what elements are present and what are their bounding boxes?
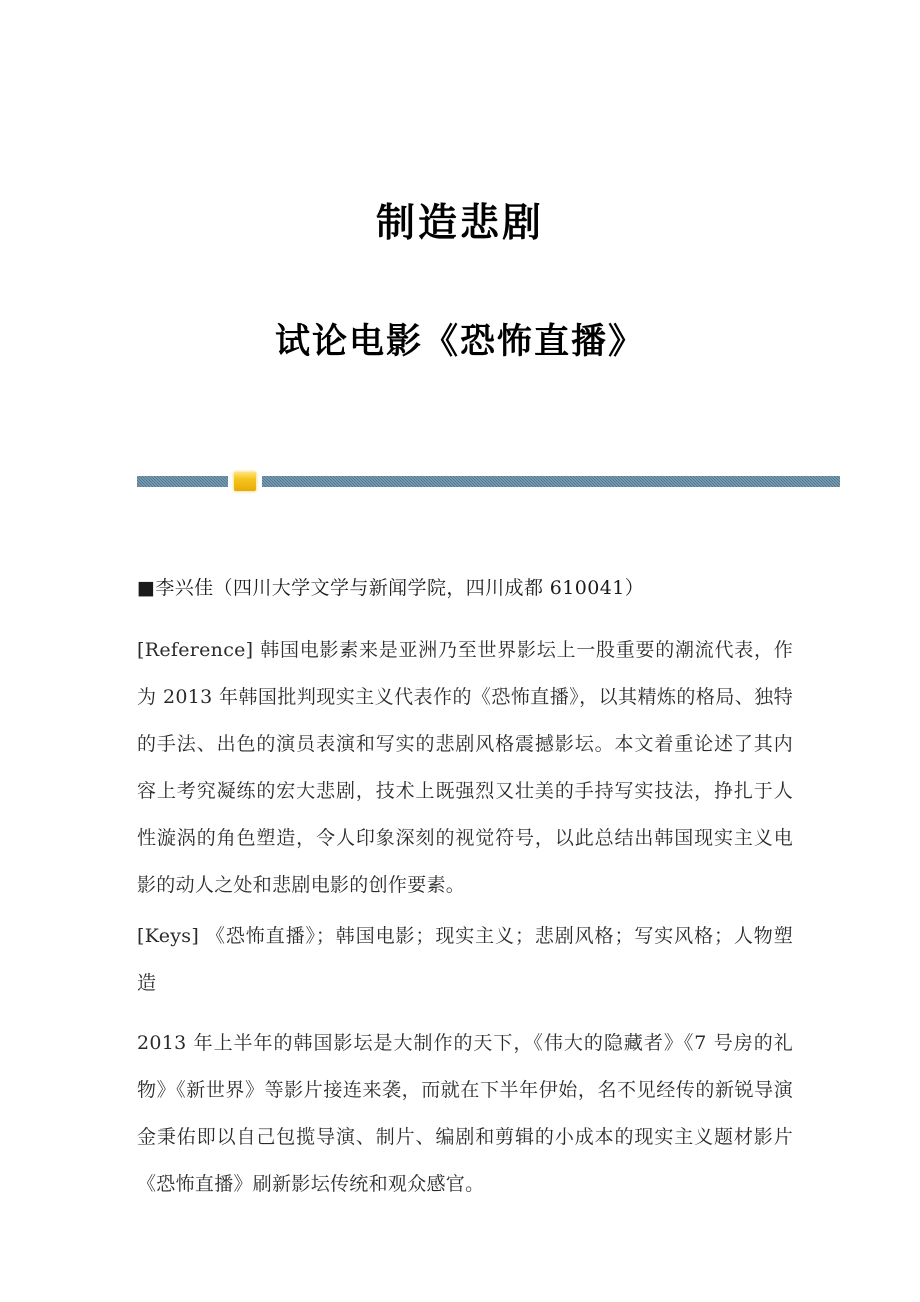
author-affiliation-line: ■李兴佳（四川大学文学与新闻学院，四川成都 610041）: [137, 577, 645, 599]
divider-bar-right: [262, 476, 840, 487]
page-subtitle: 试论电影《恐怖直播》: [274, 320, 645, 362]
divider-gem-ornament: [234, 472, 256, 491]
divider-bar-left: [137, 476, 228, 487]
title-block: [0, 200, 920, 363]
document-content: [137, 573, 793, 1208]
page-title: 制造悲剧: [375, 200, 544, 246]
decorative-divider: [137, 476, 840, 487]
abstract-paragraph: [Reference] 韩国电影素来是亚洲乃至世界影坛上一股重要的潮流代表，作为 2013 年韩国批判现实主义代表作的《恐怖直播》，以其精炼的格局、独特的手法、出色的演员表演和写实的悲剧风格震撼影坛。本文着重论述了其内容上考究凝练的宏大悲剧，技术上既强烈又壮美的手持写实技法，挣扎于人性漩涡的角色塑造，令人印象深刻的视觉符号，以此总结出韩国现实主义电影的动人之处和悲剧电影的创作要素。: [137, 639, 793, 896]
body-paragraph: 2013 年上半年的韩国影坛是大制作的天下，《伟大的隐藏者》《7 号房的礼物》《新世界》等影片接连来袭，而就在下半年伊始，名不见经传的新锐导演金秉佑即以自己包揽导演、制片、编剧和剪辑的小成本的现实主义题材影片《恐怖直播》刷新影坛传统和观众感官。: [137, 1032, 793, 1195]
keywords-paragraph: [Keys] 《恐怖直播》；韩国电影；现实主义；悲剧风格；写实风格；人物塑造: [137, 925, 793, 994]
